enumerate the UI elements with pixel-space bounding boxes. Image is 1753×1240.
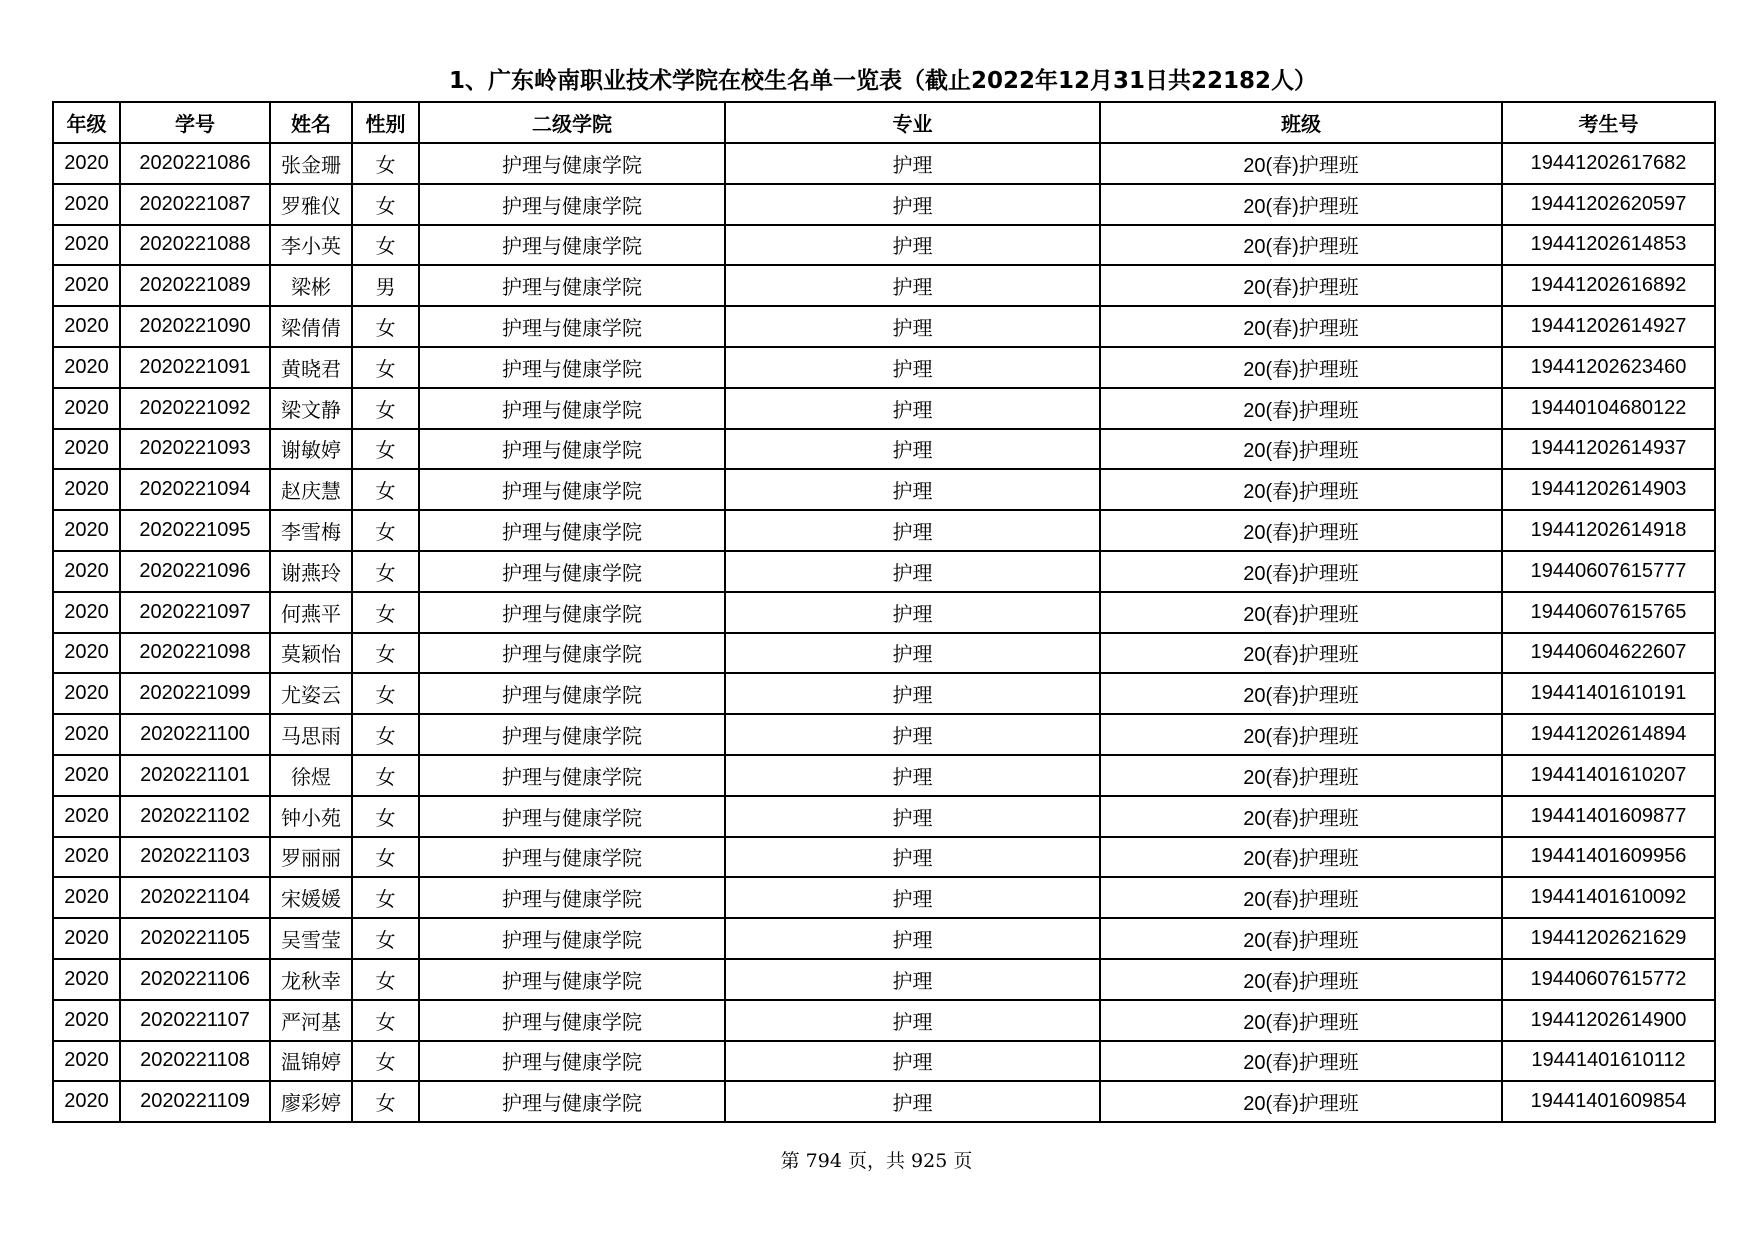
grade-cell: 2020 (53, 755, 120, 796)
student-id-cell: 2020221108 (120, 1041, 270, 1082)
major-cell: 护理 (725, 796, 1100, 837)
class-cell: 20(春)护理班 (1100, 796, 1502, 837)
page-number-footer: 第 794 页，共 925 页 (780, 1150, 973, 1172)
class-cell: 20(春)护理班 (1100, 673, 1502, 714)
college-cell: 护理与健康学院 (419, 796, 725, 837)
student-id-cell: 2020221093 (120, 429, 270, 470)
major-cell: 护理 (725, 918, 1100, 959)
major-cell: 护理 (725, 551, 1100, 592)
name-cell: 温锦婷 (270, 1041, 352, 1082)
college-cell: 护理与健康学院 (419, 959, 725, 1000)
exam-number-cell: 19441202614937 (1502, 429, 1715, 470)
student-id-cell: 2020221109 (120, 1081, 270, 1122)
name-cell: 莫颖怡 (270, 633, 352, 674)
name-cell: 谢燕玲 (270, 551, 352, 592)
table-row (53, 714, 1715, 755)
major-cell: 护理 (725, 306, 1100, 347)
table-row (53, 225, 1715, 266)
gender-cell: 女 (352, 837, 419, 878)
college-cell: 护理与健康学院 (419, 184, 725, 225)
class-cell: 20(春)护理班 (1100, 592, 1502, 633)
class-cell: 20(春)护理班 (1100, 877, 1502, 918)
college-cell: 护理与健康学院 (419, 265, 725, 306)
student-id-cell: 2020221106 (120, 959, 270, 1000)
class-cell: 20(春)护理班 (1100, 429, 1502, 470)
class-cell: 20(春)护理班 (1100, 510, 1502, 551)
gender-cell: 女 (352, 633, 419, 674)
grade-cell: 2020 (53, 918, 120, 959)
table-row (53, 877, 1715, 918)
table-row (53, 959, 1715, 1000)
grade-cell: 2020 (53, 1081, 120, 1122)
college-cell: 护理与健康学院 (419, 551, 725, 592)
header-gender: 性别 (352, 102, 419, 143)
name-cell: 黄晓君 (270, 347, 352, 388)
name-cell: 廖彩婷 (270, 1081, 352, 1122)
exam-number-cell: 19441202621629 (1502, 918, 1715, 959)
student-roster-table (52, 101, 1716, 1123)
major-cell: 护理 (725, 469, 1100, 510)
student-id-cell: 2020221107 (120, 1000, 270, 1041)
college-cell: 护理与健康学院 (419, 633, 725, 674)
grade-cell: 2020 (53, 673, 120, 714)
table-row (53, 429, 1715, 470)
header-major: 专业 (725, 102, 1100, 143)
gender-cell: 女 (352, 469, 419, 510)
exam-number-cell: 19440604622607 (1502, 633, 1715, 674)
major-cell: 护理 (725, 673, 1100, 714)
student-id-cell: 2020221088 (120, 225, 270, 266)
name-cell: 罗雅仪 (270, 184, 352, 225)
gender-cell: 女 (352, 714, 419, 755)
grade-cell: 2020 (53, 633, 120, 674)
gender-cell: 女 (352, 306, 419, 347)
grade-cell: 2020 (53, 388, 120, 429)
header-exam-number: 考生号 (1502, 102, 1715, 143)
exam-number-cell: 19441401610207 (1502, 755, 1715, 796)
exam-number-cell: 19441401610092 (1502, 877, 1715, 918)
table-row (53, 918, 1715, 959)
major-cell: 护理 (725, 429, 1100, 470)
class-cell: 20(春)护理班 (1100, 225, 1502, 266)
name-cell: 严河基 (270, 1000, 352, 1041)
gender-cell: 女 (352, 388, 419, 429)
name-cell: 梁文静 (270, 388, 352, 429)
major-cell: 护理 (725, 837, 1100, 878)
gender-cell: 女 (352, 510, 419, 551)
college-cell: 护理与健康学院 (419, 755, 725, 796)
college-cell: 护理与健康学院 (419, 1041, 725, 1082)
grade-cell: 2020 (53, 959, 120, 1000)
name-cell: 李小英 (270, 225, 352, 266)
class-cell: 20(春)护理班 (1100, 1000, 1502, 1041)
college-cell: 护理与健康学院 (419, 837, 725, 878)
table-row (53, 469, 1715, 510)
college-cell: 护理与健康学院 (419, 306, 725, 347)
table-row (53, 1041, 1715, 1082)
gender-cell: 女 (352, 143, 419, 184)
table-body (53, 143, 1715, 1122)
name-cell: 罗丽丽 (270, 837, 352, 878)
major-cell: 护理 (725, 1041, 1100, 1082)
page-title: 1、广东岭南职业技术学院在校生名单一览表（截止2022年12月31日共22182人） (448, 68, 1318, 94)
gender-cell: 女 (352, 225, 419, 266)
college-cell: 护理与健康学院 (419, 143, 725, 184)
class-cell: 20(春)护理班 (1100, 1081, 1502, 1122)
college-cell: 护理与健康学院 (419, 877, 725, 918)
table-row (53, 633, 1715, 674)
student-id-cell: 2020221097 (120, 592, 270, 633)
grade-cell: 2020 (53, 796, 120, 837)
name-cell: 吴雪莹 (270, 918, 352, 959)
class-cell: 20(春)护理班 (1100, 388, 1502, 429)
gender-cell: 女 (352, 184, 419, 225)
class-cell: 20(春)护理班 (1100, 714, 1502, 755)
class-cell: 20(春)护理班 (1100, 1041, 1502, 1082)
student-id-cell: 2020221100 (120, 714, 270, 755)
major-cell: 护理 (725, 1000, 1100, 1041)
class-cell: 20(春)护理班 (1100, 184, 1502, 225)
class-cell: 20(春)护理班 (1100, 347, 1502, 388)
header-name: 姓名 (270, 102, 352, 143)
student-id-cell: 2020221089 (120, 265, 270, 306)
name-cell: 徐煜 (270, 755, 352, 796)
major-cell: 护理 (725, 633, 1100, 674)
class-cell: 20(春)护理班 (1100, 837, 1502, 878)
exam-number-cell: 19440607615765 (1502, 592, 1715, 633)
class-cell: 20(春)护理班 (1100, 469, 1502, 510)
student-id-cell: 2020221105 (120, 918, 270, 959)
grade-cell: 2020 (53, 510, 120, 551)
college-cell: 护理与健康学院 (419, 1081, 725, 1122)
exam-number-cell: 19441202623460 (1502, 347, 1715, 388)
name-cell: 谢敏婷 (270, 429, 352, 470)
student-id-cell: 2020221101 (120, 755, 270, 796)
exam-number-cell: 19441401609854 (1502, 1081, 1715, 1122)
college-cell: 护理与健康学院 (419, 347, 725, 388)
exam-number-cell: 19441401609956 (1502, 837, 1715, 878)
gender-cell: 女 (352, 796, 419, 837)
gender-cell: 男 (352, 265, 419, 306)
name-cell: 钟小苑 (270, 796, 352, 837)
gender-cell: 女 (352, 959, 419, 1000)
table-row (53, 1081, 1715, 1122)
student-id-cell: 2020221096 (120, 551, 270, 592)
student-id-cell: 2020221094 (120, 469, 270, 510)
exam-number-cell: 19440607615772 (1502, 959, 1715, 1000)
grade-cell: 2020 (53, 265, 120, 306)
header-class: 班级 (1100, 102, 1502, 143)
major-cell: 护理 (725, 714, 1100, 755)
student-id-cell: 2020221092 (120, 388, 270, 429)
college-cell: 护理与健康学院 (419, 592, 725, 633)
name-cell: 何燕平 (270, 592, 352, 633)
table-row (53, 143, 1715, 184)
table-row (53, 347, 1715, 388)
student-id-cell: 2020221104 (120, 877, 270, 918)
grade-cell: 2020 (53, 551, 120, 592)
gender-cell: 女 (352, 673, 419, 714)
name-cell: 张金珊 (270, 143, 352, 184)
name-cell: 赵庆慧 (270, 469, 352, 510)
class-cell: 20(春)护理班 (1100, 755, 1502, 796)
grade-cell: 2020 (53, 225, 120, 266)
exam-number-cell: 19441401609877 (1502, 796, 1715, 837)
major-cell: 护理 (725, 510, 1100, 551)
gender-cell: 女 (352, 592, 419, 633)
table-row (53, 306, 1715, 347)
grade-cell: 2020 (53, 877, 120, 918)
college-cell: 护理与健康学院 (419, 510, 725, 551)
table-row (53, 796, 1715, 837)
table-row (53, 592, 1715, 633)
college-cell: 护理与健康学院 (419, 429, 725, 470)
header-grade: 年级 (53, 102, 120, 143)
student-id-cell: 2020221090 (120, 306, 270, 347)
name-cell: 梁彬 (270, 265, 352, 306)
exam-number-cell: 19441401610191 (1502, 673, 1715, 714)
major-cell: 护理 (725, 225, 1100, 266)
exam-number-cell: 19441202614894 (1502, 714, 1715, 755)
grade-cell: 2020 (53, 1000, 120, 1041)
grade-cell: 2020 (53, 592, 120, 633)
grade-cell: 2020 (53, 429, 120, 470)
gender-cell: 女 (352, 429, 419, 470)
table-row (53, 551, 1715, 592)
gender-cell: 女 (352, 755, 419, 796)
college-cell: 护理与健康学院 (419, 918, 725, 959)
exam-number-cell: 19441202616892 (1502, 265, 1715, 306)
table-row (53, 1000, 1715, 1041)
class-cell: 20(春)护理班 (1100, 959, 1502, 1000)
gender-cell: 女 (352, 347, 419, 388)
exam-number-cell: 19441202617682 (1502, 143, 1715, 184)
table-row (53, 673, 1715, 714)
major-cell: 护理 (725, 388, 1100, 429)
class-cell: 20(春)护理班 (1100, 551, 1502, 592)
college-cell: 护理与健康学院 (419, 469, 725, 510)
student-id-cell: 2020221095 (120, 510, 270, 551)
college-cell: 护理与健康学院 (419, 714, 725, 755)
major-cell: 护理 (725, 592, 1100, 633)
grade-cell: 2020 (53, 143, 120, 184)
grade-cell: 2020 (53, 306, 120, 347)
grade-cell: 2020 (53, 1041, 120, 1082)
major-cell: 护理 (725, 347, 1100, 388)
major-cell: 护理 (725, 755, 1100, 796)
class-cell: 20(春)护理班 (1100, 306, 1502, 347)
name-cell: 宋媛媛 (270, 877, 352, 918)
exam-number-cell: 19440104680122 (1502, 388, 1715, 429)
exam-number-cell: 19441202614918 (1502, 510, 1715, 551)
table-row (53, 755, 1715, 796)
exam-number-cell: 19441401610112 (1502, 1041, 1715, 1082)
gender-cell: 女 (352, 1081, 419, 1122)
student-id-cell: 2020221098 (120, 633, 270, 674)
exam-number-cell: 19441202620597 (1502, 184, 1715, 225)
college-cell: 护理与健康学院 (419, 1000, 725, 1041)
major-cell: 护理 (725, 959, 1100, 1000)
major-cell: 护理 (725, 184, 1100, 225)
exam-number-cell: 19440607615777 (1502, 551, 1715, 592)
college-cell: 护理与健康学院 (419, 225, 725, 266)
gender-cell: 女 (352, 551, 419, 592)
student-id-cell: 2020221087 (120, 184, 270, 225)
major-cell: 护理 (725, 265, 1100, 306)
class-cell: 20(春)护理班 (1100, 265, 1502, 306)
student-id-cell: 2020221102 (120, 796, 270, 837)
major-cell: 护理 (725, 143, 1100, 184)
name-cell: 马思雨 (270, 714, 352, 755)
class-cell: 20(春)护理班 (1100, 143, 1502, 184)
gender-cell: 女 (352, 1041, 419, 1082)
table-row (53, 265, 1715, 306)
exam-number-cell: 19441202614927 (1502, 306, 1715, 347)
exam-number-cell: 19441202614903 (1502, 469, 1715, 510)
class-cell: 20(春)护理班 (1100, 918, 1502, 959)
gender-cell: 女 (352, 877, 419, 918)
gender-cell: 女 (352, 918, 419, 959)
table-row (53, 388, 1715, 429)
college-cell: 护理与健康学院 (419, 388, 725, 429)
grade-cell: 2020 (53, 184, 120, 225)
grade-cell: 2020 (53, 469, 120, 510)
grade-cell: 2020 (53, 714, 120, 755)
class-cell: 20(春)护理班 (1100, 633, 1502, 674)
table-row (53, 837, 1715, 878)
table-header-row (53, 102, 1715, 143)
college-cell: 护理与健康学院 (419, 673, 725, 714)
student-id-cell: 2020221099 (120, 673, 270, 714)
table-row (53, 510, 1715, 551)
header-student-id: 学号 (120, 102, 270, 143)
student-id-cell: 2020221103 (120, 837, 270, 878)
exam-number-cell: 19441202614900 (1502, 1000, 1715, 1041)
exam-number-cell: 19441202614853 (1502, 225, 1715, 266)
name-cell: 尤姿云 (270, 673, 352, 714)
student-id-cell: 2020221086 (120, 143, 270, 184)
gender-cell: 女 (352, 1000, 419, 1041)
name-cell: 龙秋幸 (270, 959, 352, 1000)
table-row (53, 184, 1715, 225)
student-id-cell: 2020221091 (120, 347, 270, 388)
major-cell: 护理 (725, 877, 1100, 918)
grade-cell: 2020 (53, 347, 120, 388)
name-cell: 李雪梅 (270, 510, 352, 551)
header-college: 二级学院 (419, 102, 725, 143)
name-cell: 梁倩倩 (270, 306, 352, 347)
major-cell: 护理 (725, 1081, 1100, 1122)
grade-cell: 2020 (53, 837, 120, 878)
